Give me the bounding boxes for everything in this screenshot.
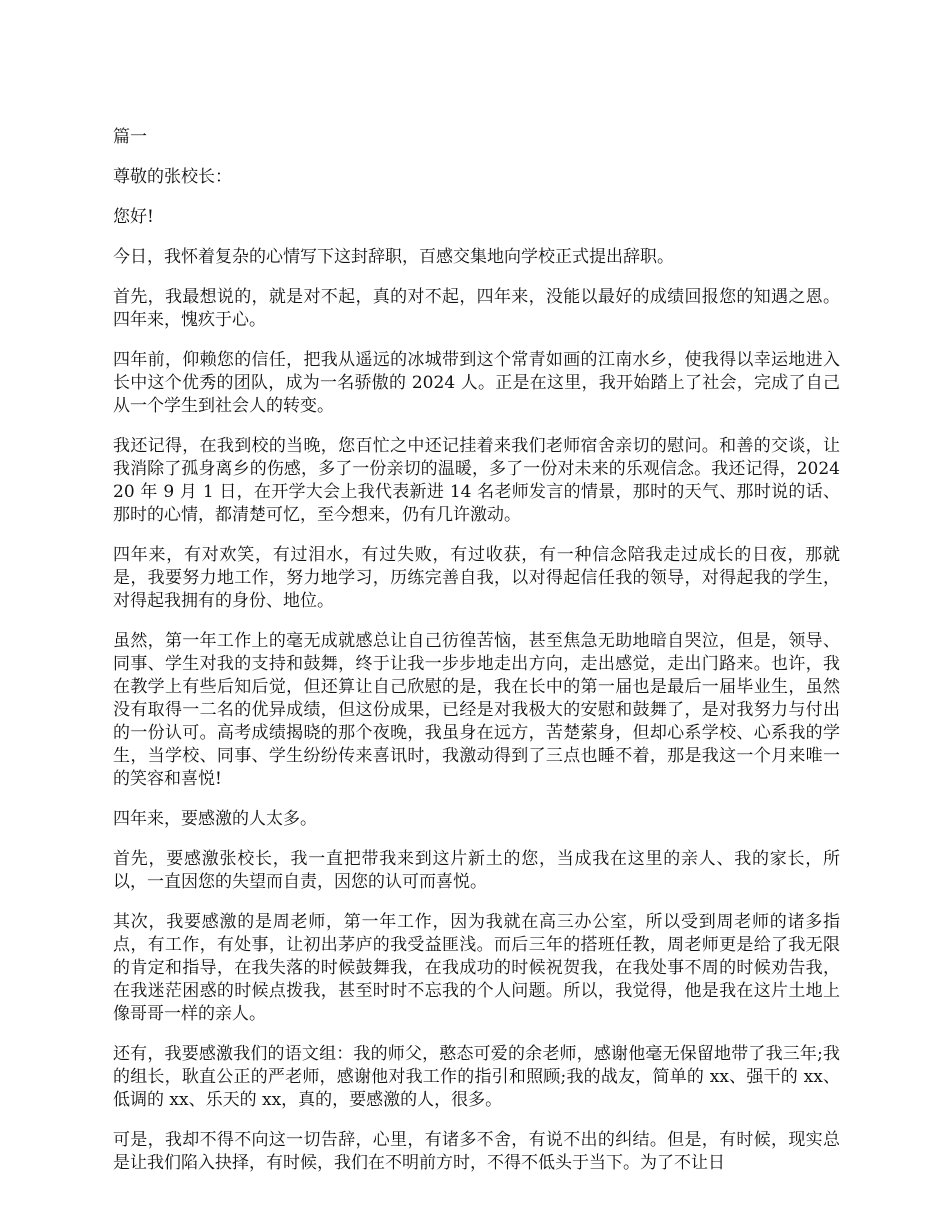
paragraph: 可是，我却不得不向这一切告辞，心里，有诸多不舍，有说不出的纠结。但是，有时候，现实总是让我们陷入抉择，有时候，我们在不明前方时，不得不低头于当下。为了不让日: [113, 1130, 840, 1173]
paragraph: 其次，我要感激的是周老师，第一年工作，因为我就在高三办公室，所以受到周老师的诸多指点，有工作，有处事，让初出茅庐的我受益匪浅。而后三年的搭班任教，周老师更是给了我无限的肯定和指导，在我失落的时候鼓舞我，在我成功的时候祝贺我，在我处事不周的时候劝告我，在我迷茫困惑的时候点拨我，甚至时时不忘我的个人问题。所以，我觉得，他是我在这片土地上像哥哥一样的亲人。: [113, 912, 840, 1024]
paragraph: 首先，我最想说的，就是对不起，真的对不起，四年来，没能以最好的成绩回报您的知遇之恩。四年来，愧疚于心。: [113, 287, 840, 330]
section-heading: 篇一: [113, 127, 147, 147]
paragraph: 今日，我怀着复杂的心情写下这封辞职，百感交集地向学校正式提出辞职。: [113, 247, 674, 267]
letter-body: [113, 126, 840, 1192]
salutation: 尊敬的张校长：: [113, 167, 232, 187]
paragraph: 虽然，第一年工作上的毫无成就感总让自己彷徨苦恼，甚至焦急无助地暗自哭泣，但是，领导、同事、学生对我的支持和鼓舞，终于让我一步步地走出方向，走出感觉，走出门路来。也许，我在教学上有些后知后觉，但还算让自己欣慰的是，我在长中的第一届也是最后一届毕业生，虽然没有取得一二名的优异成绩，但这份成果，已经是对我极大的安慰和鼓舞了，是对我努力与付出的一份认可。高考成绩揭晓的那个夜晚，我虽身在远方，苦楚萦身，但却心系学校、心系我的学生，当学校、同事、学生纷纷传来喜讯时，我激动得到了三点也睡不着，那是我这一个月来唯一的笑容和喜悦!: [113, 631, 840, 789]
paragraph: 我还记得，在我到校的当晚，您百忙之中还记挂着来我们老师宿舍亲切的慰问。和善的交谈，让我消除了孤身离乡的伤感，多了一份亲切的温暖，多了一份对未来的乐观信念。我还记得，202420 年 9 月 1 日，在开学大会上我代表新进 14 名老师发言的情景，那时的天气、那时说的话、那时的心情，都清楚可忆，至今想来，仍有几许激动。: [113, 436, 840, 525]
paragraph: 四年前，仰赖您的信任，把我从遥远的冰城带到这个常青如画的江南水乡，使我得以幸运地进入长中这个优秀的团队，成为一名骄傲的 2024 人。正是在这里，我开始踏上了社会，完成了自己从一个学生到社会人的转变。: [113, 350, 840, 416]
paragraph: 四年来，有对欢笑，有过泪水，有过失败，有过收获，有一种信念陪我走过成长的日夜，那就是，我要努力地工作，努力地学习，历练完善自我，以对得起信任我的领导，对得起我的学生，对得起我拥有的身份、地位。: [113, 545, 840, 611]
paragraph: 四年来，要感激的人太多。: [113, 809, 317, 829]
greeting: 您好!: [113, 207, 154, 227]
paragraph: 还有，我要感激我们的语文组：我的师父，憨态可爱的余老师，感谢他毫无保留地带了我三年;我的组长，耿直公正的严老师，感谢他对我工作的指引和照顾;我的战友，简单的 xx、强干的 xx、低调的 xx、乐天的 xx，真的，要感激的人，很多。: [113, 1044, 840, 1110]
paragraph: 首先，要感激张校长，我一直把带我来到这片新土的您，当成我在这里的亲人、我的家长，所以，一直因您的失望而自责，因您的认可而喜悦。: [113, 849, 840, 892]
